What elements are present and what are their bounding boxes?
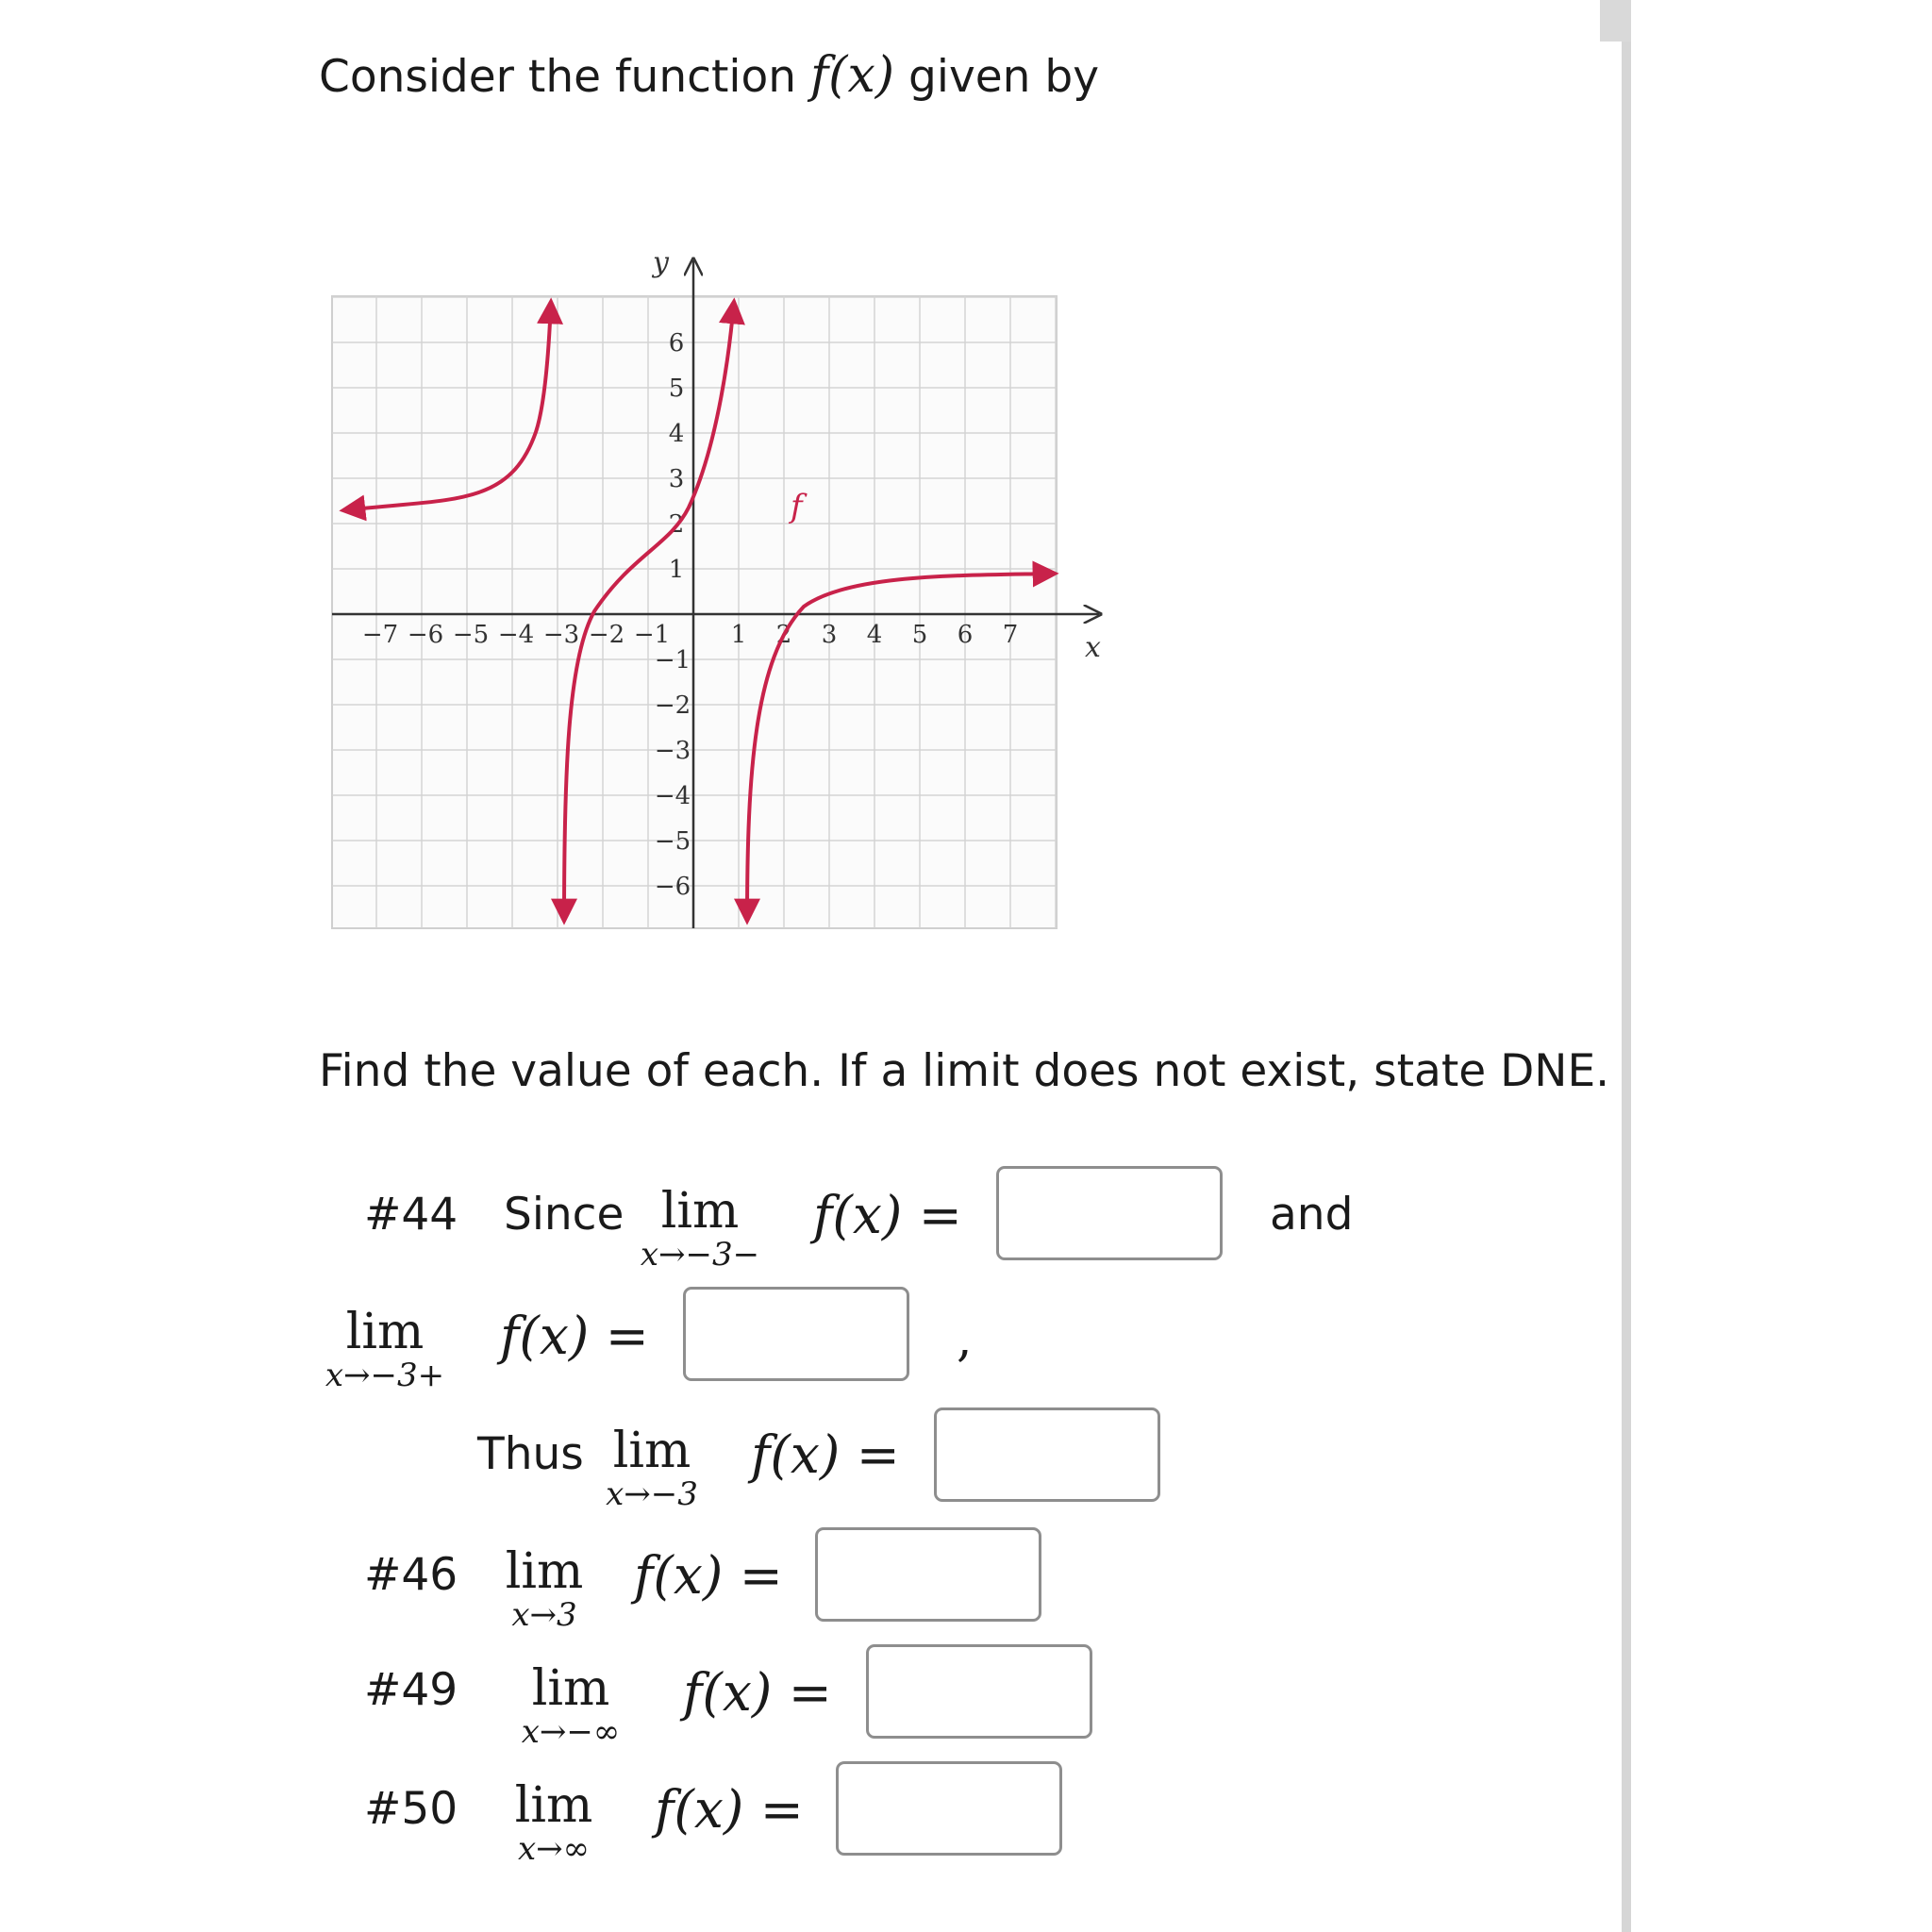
page-scrollbar[interactable] <box>1622 0 1631 1932</box>
q44-and: and <box>1270 1189 1354 1241</box>
x-tick-label: −3 <box>542 621 580 649</box>
x-tick-label: −4 <box>497 621 535 649</box>
function-graph <box>321 243 1113 941</box>
q44-comma: , <box>957 1311 973 1368</box>
q49-number: #49 <box>364 1664 458 1716</box>
fx: f(x) <box>500 1306 590 1366</box>
y-tick-label: −3 <box>654 737 691 765</box>
q44-number: #44 <box>364 1189 458 1241</box>
q49-fx <box>683 1662 832 1723</box>
intro-function: f(x) <box>809 47 895 104</box>
x-axis-label: x <box>1085 631 1101 664</box>
intro-line <box>319 47 1099 104</box>
q46-fx <box>634 1545 783 1606</box>
q50-limit <box>502 1777 606 1868</box>
q50-fx <box>655 1779 804 1840</box>
lim-word: lim <box>660 1183 740 1240</box>
x-tick-label: 7 <box>1002 621 1019 649</box>
answer-q44-both[interactable] <box>934 1407 1160 1502</box>
q44-limit-right <box>315 1304 455 1394</box>
q44-since: Since <box>504 1189 625 1241</box>
x-tick-label: −1 <box>633 621 671 649</box>
lim-word: lim <box>612 1423 691 1479</box>
y-tick-label: −6 <box>654 873 691 901</box>
equals-sign: = <box>739 1545 783 1606</box>
q44-fx-right <box>500 1306 649 1366</box>
fx: f(x) <box>634 1545 724 1606</box>
scrollbar-thumb[interactable] <box>1600 0 1631 42</box>
y-tick-label: 3 <box>668 465 685 493</box>
x-tick-label: −7 <box>361 621 399 649</box>
y-tick-label: 5 <box>668 375 685 403</box>
answer-q46[interactable] <box>815 1527 1041 1622</box>
equals-sign: = <box>788 1662 832 1723</box>
q44-fx-both <box>751 1424 900 1485</box>
intro-prefix: Consider the function <box>319 51 796 103</box>
q44-limit-left <box>630 1183 770 1274</box>
q44-thus: Thus <box>477 1428 584 1480</box>
lim-word: lim <box>505 1543 584 1600</box>
y-tick-label: −5 <box>654 827 691 856</box>
lim-word: lim <box>531 1660 610 1717</box>
fx: f(x) <box>751 1424 841 1485</box>
q44-limit-both <box>591 1423 713 1513</box>
answer-q49[interactable] <box>866 1644 1092 1739</box>
y-tick-label: 1 <box>668 556 685 584</box>
q46-number: #46 <box>364 1549 458 1601</box>
fx: f(x) <box>655 1779 744 1840</box>
x-tick-label: 6 <box>957 621 974 649</box>
lim-subscript: x→∞ <box>518 1830 590 1868</box>
q50-number: #50 <box>364 1783 458 1835</box>
curve-label: f <box>791 488 803 525</box>
y-tick-label: 4 <box>668 420 685 448</box>
y-tick-label: 2 <box>668 510 685 539</box>
x-tick-label: 5 <box>911 621 928 649</box>
lim-word: lim <box>514 1777 593 1834</box>
q44-fx-left <box>813 1185 962 1245</box>
intro-suffix: given by <box>908 51 1100 103</box>
x-tick-label: 4 <box>866 621 883 649</box>
fx: f(x) <box>813 1185 903 1245</box>
answer-q44-left[interactable] <box>996 1166 1223 1260</box>
x-tick-label: −6 <box>407 621 444 649</box>
x-tick-label: −2 <box>588 621 625 649</box>
equals-sign: = <box>759 1779 804 1840</box>
lim-subscript: x→−3− <box>640 1236 760 1274</box>
equals-sign: = <box>856 1424 900 1485</box>
y-tick-label: −1 <box>654 646 691 675</box>
y-tick-label: −2 <box>654 691 691 720</box>
x-tick-label: 3 <box>821 621 838 649</box>
lim-subscript: x→−∞ <box>521 1713 621 1751</box>
fx: f(x) <box>683 1662 773 1723</box>
lim-subscript: x→−3+ <box>325 1357 445 1394</box>
lim-subscript: x→−3 <box>606 1475 698 1513</box>
x-tick-label: 2 <box>775 621 792 649</box>
answer-q50[interactable] <box>836 1761 1062 1856</box>
y-tick-label: 6 <box>668 329 685 358</box>
equals-sign: = <box>605 1306 649 1366</box>
y-axis-label: y <box>653 246 669 279</box>
lim-word: lim <box>345 1304 425 1360</box>
y-tick-label: −4 <box>654 782 691 810</box>
lim-subscript: x→3 <box>511 1596 577 1634</box>
instructions: Find the value of each. If a limit does not exist, state DNE. <box>319 1045 1610 1097</box>
x-tick-label: 1 <box>730 621 747 649</box>
equals-sign: = <box>918 1185 962 1245</box>
q46-limit <box>502 1543 587 1634</box>
q49-limit <box>500 1660 641 1751</box>
answer-q44-right[interactable] <box>683 1287 909 1381</box>
x-tick-label: −5 <box>452 621 490 649</box>
